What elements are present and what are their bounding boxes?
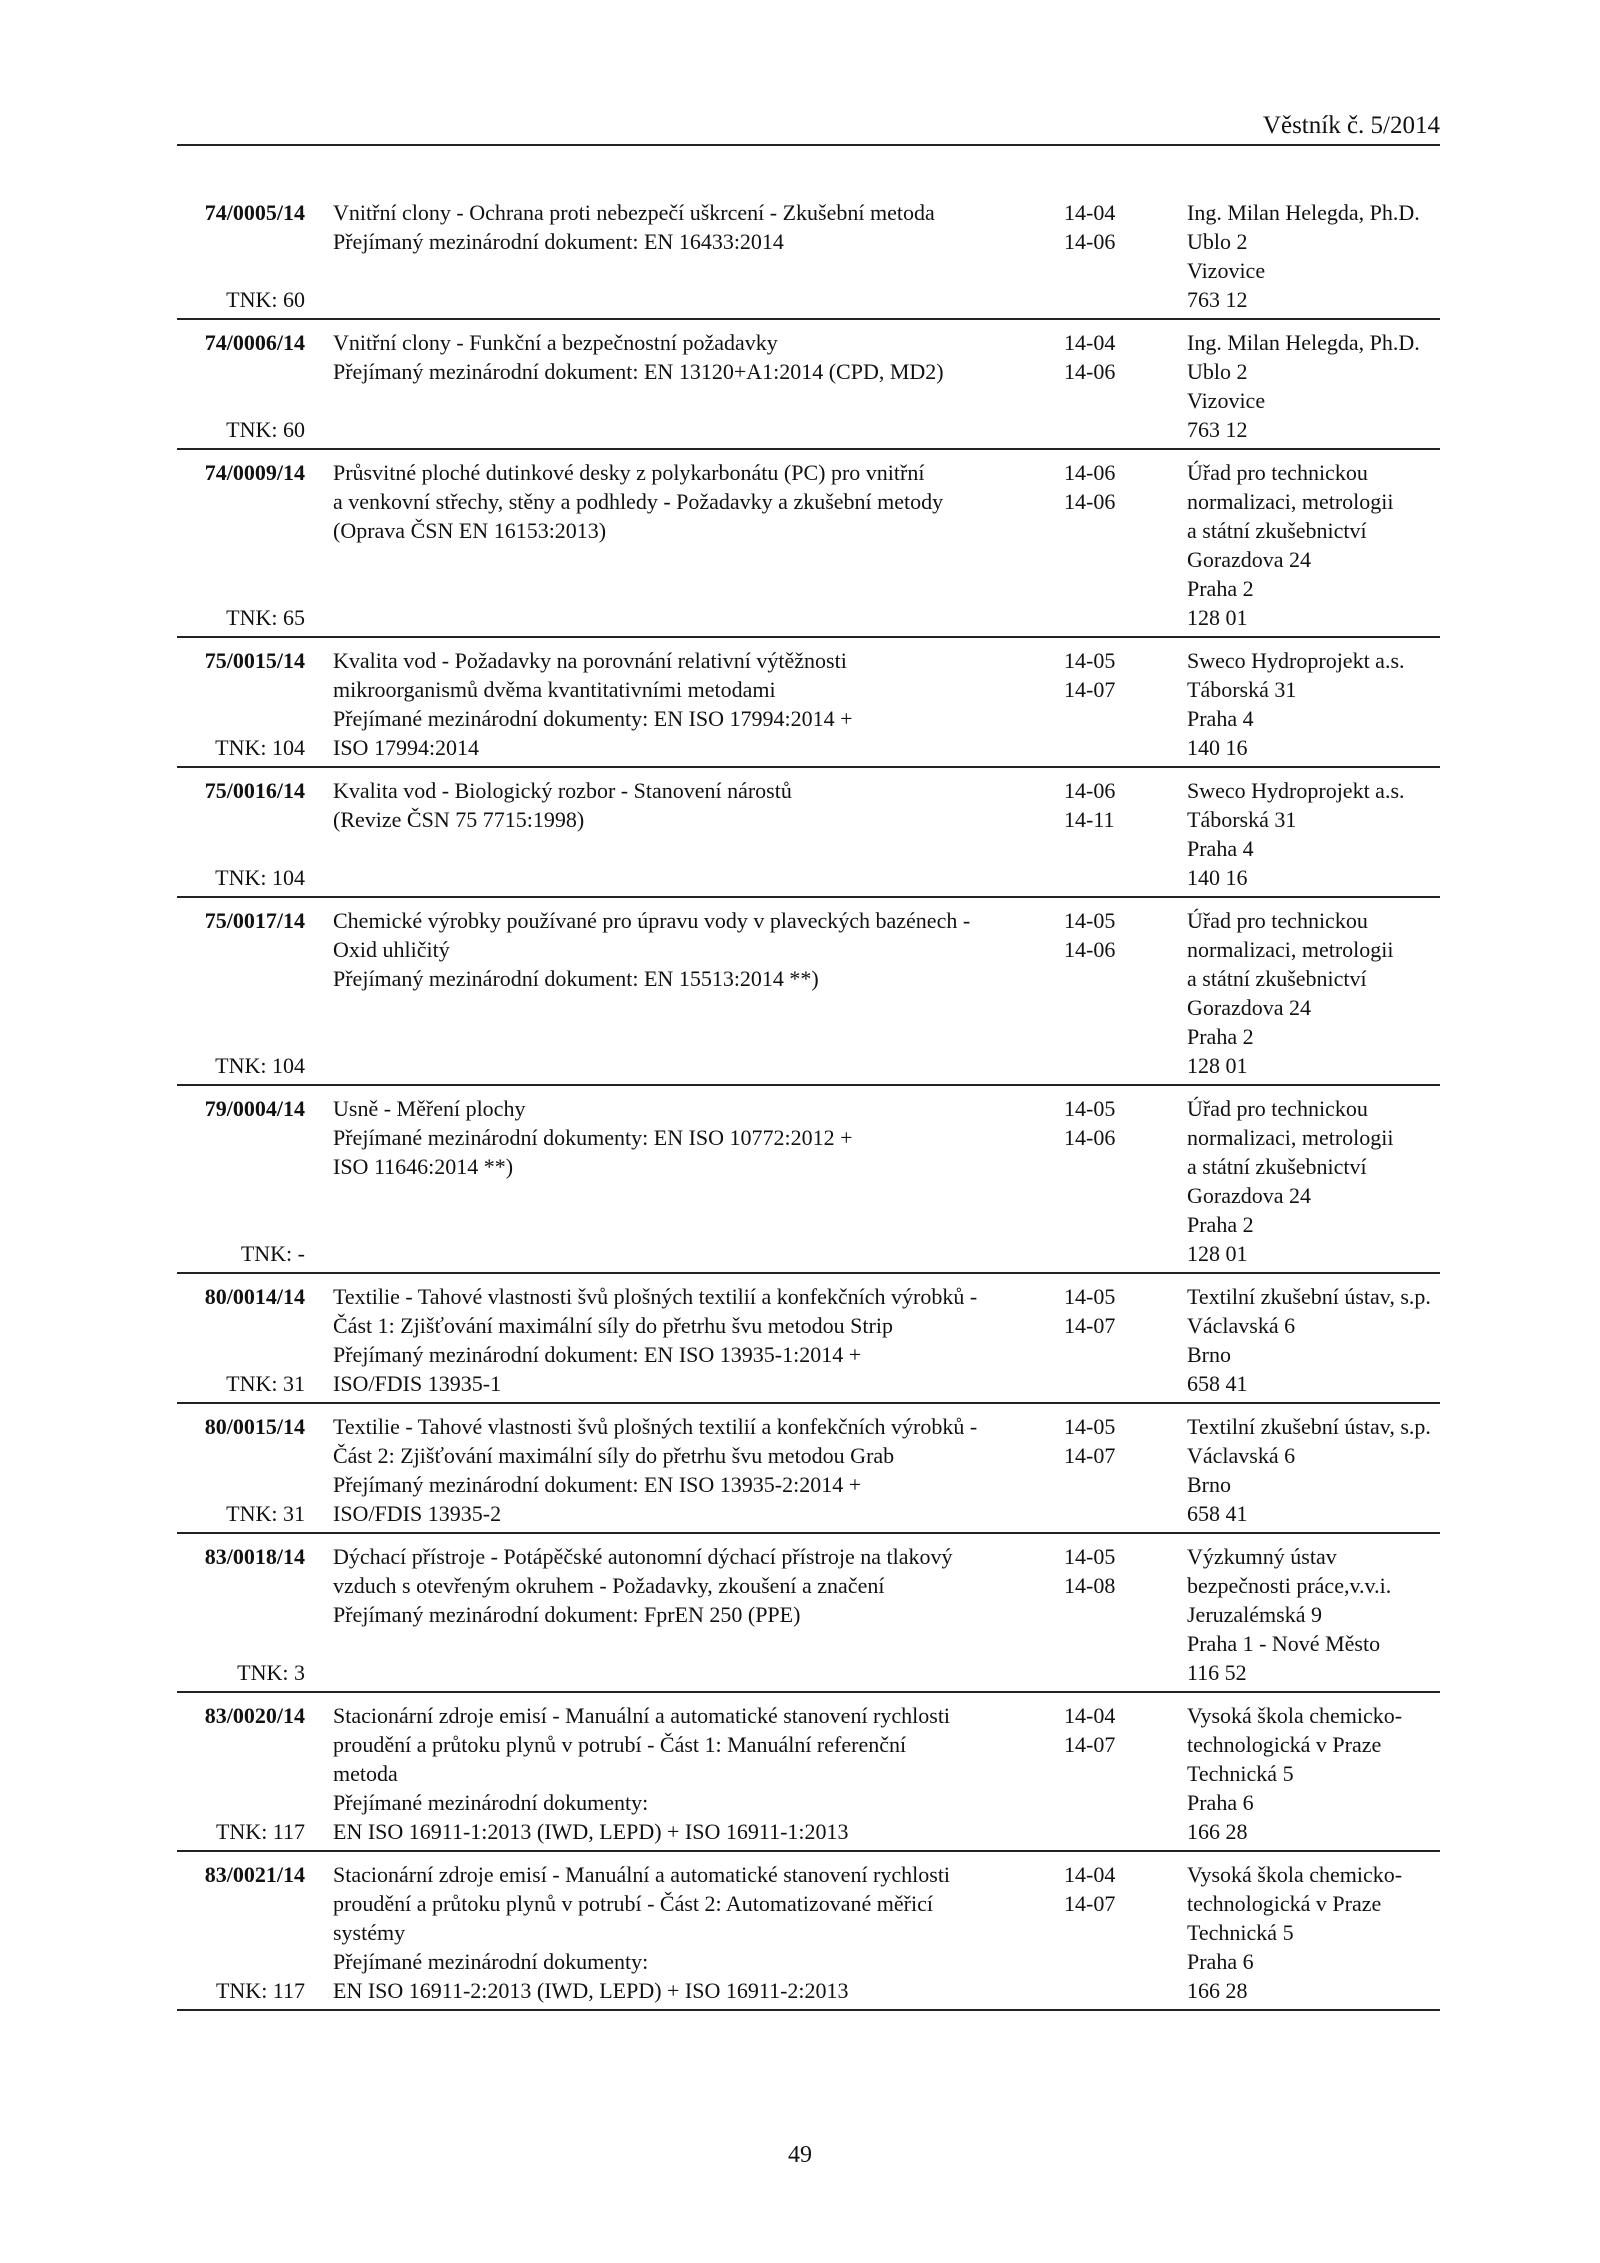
record-address-line: Ublo 2	[1187, 359, 1248, 384]
record-description-line: ISO 17994:2014	[333, 735, 480, 760]
record-address-line: Ing. Milan Helegda, Ph.D.	[1187, 200, 1420, 225]
record-description-line: Kvalita vod - Biologický rozbor - Stanovení nárostů	[333, 778, 792, 803]
record-address-line: Jeruzalémská 9	[1187, 1602, 1322, 1627]
record-tnk: TNK: 60	[226, 417, 305, 442]
record-id: 74/0005/14	[204, 200, 305, 225]
record-address-line: Technická 5	[1187, 1920, 1294, 1945]
record-address-line: 763 12	[1187, 417, 1248, 442]
record-date-line: 14-07	[1064, 677, 1116, 702]
record-dates-column	[1064, 198, 1154, 256]
record-address-line: Praha 6	[1187, 1949, 1254, 1974]
record-date-line: 14-06	[1064, 1125, 1116, 1150]
record-address-line: 763 12	[1187, 287, 1248, 312]
record-description-line: Přejímané mezinárodní dokumenty: EN ISO 10772:2012 +	[333, 1125, 853, 1150]
record-address-line: a státní zkušebnictví	[1187, 1154, 1367, 1179]
record-dates-column	[1064, 1282, 1154, 1340]
record-address-line: Ing. Milan Helegda, Ph.D.	[1187, 330, 1420, 355]
record-date-line: 14-07	[1064, 1732, 1116, 1757]
record-date-line: 14-04	[1064, 330, 1116, 355]
record-id: 75/0016/14	[204, 778, 305, 803]
record-date-line: 14-05	[1064, 1544, 1116, 1569]
record-address-line: Táborská 31	[1187, 807, 1297, 832]
record-address-line: Úřad pro technickou	[1187, 908, 1368, 933]
record-description-line: Část 2: Zjišťování maximální síly do přetrhu švu metodou Grab	[333, 1443, 895, 1468]
record-id: 75/0015/14	[204, 648, 305, 673]
record-description-line: Část 1: Zjišťování maximální síly do přetrhu švu metodou Strip	[333, 1313, 893, 1338]
record-date-line: 14-06	[1064, 489, 1116, 514]
record-row	[177, 1852, 1440, 2009]
record-description-line: ISO 11646:2014 **)	[333, 1154, 514, 1179]
record-description-line: a venkovní střechy, stěny a podhledy - Požadavky a zkušební metody	[333, 489, 944, 514]
record-description-line: Průsvitné ploché dutinkové desky z polykarbonátu (PC) pro vnitřní	[333, 460, 925, 485]
record-address-line: 128 01	[1187, 605, 1248, 630]
record-description-line: Stacionární zdroje emisí - Manuální a automatické stanovení rychlosti	[333, 1703, 951, 1728]
record-row	[177, 1693, 1440, 1852]
record-tnk: TNK: 104	[215, 865, 305, 890]
record-row	[177, 1534, 1440, 1693]
record-id: 83/0021/14	[204, 1862, 305, 1887]
record-row	[177, 190, 1440, 320]
record-address-line: 128 01	[1187, 1241, 1248, 1266]
page-header: Věstník č. 5/2014	[177, 112, 1440, 146]
record-address-line: Gorazdova 24	[1187, 547, 1312, 572]
record-dates-column	[1064, 776, 1154, 834]
record-address-line: Úřad pro technickou	[1187, 1096, 1368, 1121]
record-description-line: Přejímaný mezinárodní dokument: EN ISO 13935-2:2014 +	[333, 1472, 862, 1497]
page-number: 49	[788, 2142, 812, 2168]
record-address-line: normalizaci, metrologii	[1187, 489, 1394, 514]
record-description-line: Kvalita vod - Požadavky na porovnání relativní výtěžnosti	[333, 648, 847, 673]
record-date-line: 14-07	[1064, 1891, 1116, 1916]
records-table	[177, 190, 1440, 2011]
record-row	[177, 1404, 1440, 1534]
record-description-line: vzduch s otevřeným okruhem - Požadavky, zkoušení a značení	[333, 1573, 885, 1598]
record-tnk: TNK: 104	[215, 735, 305, 760]
record-description-line: Textilie - Tahové vlastnosti švů plošných textilií a konfekčních výrobků -	[333, 1414, 978, 1439]
record-description-line: Přejímaný mezinárodní dokument: FprEN 250 (PPE)	[333, 1602, 801, 1627]
record-address-line: Textilní zkušební ústav, s.p.	[1187, 1414, 1431, 1439]
record-address-line: bezpečnosti práce,v.v.i.	[1187, 1573, 1392, 1598]
record-date-line: 14-04	[1064, 1703, 1116, 1728]
record-address-line: Václavská 6	[1187, 1443, 1296, 1468]
record-addr-column	[1187, 458, 1457, 632]
record-date-line: 14-05	[1064, 1096, 1116, 1121]
record-address-line: Sweco Hydroprojekt a.s.	[1187, 778, 1405, 803]
record-address-line: Praha 1 - Nové Město	[1187, 1631, 1381, 1656]
record-description-line: Přejímaný mezinárodní dokument: EN 13120+A1:2014 (CPD, MD2)	[333, 359, 944, 384]
record-address-line: Praha 2	[1187, 576, 1254, 601]
record-tnk: TNK: 104	[215, 1053, 305, 1078]
record-row	[177, 450, 1440, 638]
record-address-line: Václavská 6	[1187, 1313, 1296, 1338]
record-date-line: 14-05	[1064, 648, 1116, 673]
record-id: 79/0004/14	[204, 1096, 305, 1121]
record-description-line: Stacionární zdroje emisí - Manuální a automatické stanovení rychlosti	[333, 1862, 951, 1887]
record-tnk: TNK: 117	[215, 1819, 305, 1844]
record-description-line: ISO/FDIS 13935-1	[333, 1371, 502, 1396]
record-address-line: a státní zkušebnictví	[1187, 518, 1367, 543]
record-description-line: (Oprava ČSN EN 16153:2013)	[333, 518, 607, 543]
record-address-line: Sweco Hydroprojekt a.s.	[1187, 648, 1405, 673]
record-address-line: Výzkumný ústav	[1187, 1544, 1337, 1569]
record-description-line: EN ISO 16911-2:2013 (IWD, LEPD) + ISO 16911-2:2013	[333, 1978, 849, 2003]
record-id: 83/0020/14	[204, 1703, 305, 1728]
record-address-line: 140 16	[1187, 735, 1248, 760]
record-address-line: Úřad pro technickou	[1187, 460, 1368, 485]
record-description-line: (Revize ČSN 75 7715:1998)	[333, 807, 585, 832]
record-address-line: Vizovice	[1187, 258, 1266, 283]
record-id: 74/0009/14	[204, 460, 305, 485]
record-addr-column	[1187, 646, 1457, 762]
record-date-line: 14-06	[1064, 778, 1116, 803]
record-description-line: Textilie - Tahové vlastnosti švů plošných textilií a konfekčních výrobků -	[333, 1284, 978, 1309]
record-id: 74/0006/14	[204, 330, 305, 355]
record-dates-column	[1064, 1860, 1154, 1918]
record-addr-column	[1187, 328, 1457, 444]
record-address-line: normalizaci, metrologii	[1187, 1125, 1394, 1150]
record-addr-column	[1187, 1094, 1457, 1268]
record-address-line: Táborská 31	[1187, 677, 1297, 702]
record-address-line: Vysoká škola chemicko-	[1187, 1703, 1403, 1728]
record-row	[177, 1086, 1440, 1274]
record-tnk: TNK: 65	[226, 605, 305, 630]
record-description-line: ISO/FDIS 13935-2	[333, 1501, 502, 1526]
record-description-line: Přejímané mezinárodní dokumenty:	[333, 1949, 649, 1974]
record-date-line: 14-05	[1064, 1414, 1116, 1439]
record-description-line: proudění a průtoku plynů v potrubí - Část 1: Manuální referenční	[333, 1732, 907, 1757]
record-address-line: 658 41	[1187, 1371, 1248, 1396]
record-addr-column	[1187, 1542, 1457, 1687]
record-addr-column	[1187, 1412, 1457, 1528]
record-description-line: Vnitřní clony - Ochrana proti nebezpečí uškrcení - Zkušební metoda	[333, 200, 935, 225]
record-addr-column	[1187, 198, 1457, 314]
record-date-line: 14-05	[1064, 908, 1116, 933]
record-address-line: technologická v Praze	[1187, 1732, 1382, 1757]
record-dates-column	[1064, 458, 1154, 516]
record-address-line: 116 52	[1187, 1660, 1247, 1685]
record-description-line: mikroorganismů dvěma kvantitativními metodami	[333, 677, 776, 702]
record-address-line: 658 41	[1187, 1501, 1248, 1526]
record-address-line: Brno	[1187, 1472, 1231, 1497]
record-description-line: Usně - Měření plochy	[333, 1096, 526, 1121]
record-address-line: Textilní zkušební ústav, s.p.	[1187, 1284, 1431, 1309]
record-row	[177, 320, 1440, 450]
record-address-line: Ublo 2	[1187, 229, 1248, 254]
record-address-line: technologická v Praze	[1187, 1891, 1382, 1916]
record-tnk: TNK: 31	[226, 1501, 305, 1526]
record-row	[177, 898, 1440, 1086]
record-row	[177, 768, 1440, 898]
record-address-line: Praha 2	[1187, 1024, 1254, 1049]
record-tnk: TNK: 117	[215, 1978, 305, 2003]
record-description-line: Přejímaný mezinárodní dokument: EN 16433:2014	[333, 229, 784, 254]
record-description-line: Vnitřní clony - Funkční a bezpečnostní požadavky	[333, 330, 778, 355]
record-dates-column	[1064, 906, 1154, 964]
record-address-line: Praha 4	[1187, 706, 1254, 731]
record-address-line: Brno	[1187, 1342, 1231, 1367]
record-address-line: Gorazdova 24	[1187, 995, 1312, 1020]
record-row	[177, 1274, 1440, 1404]
record-date-line: 14-04	[1064, 200, 1116, 225]
record-description-line: EN ISO 16911-1:2013 (IWD, LEPD) + ISO 16911-1:2013	[333, 1819, 849, 1844]
record-description-line: Chemické výrobky používané pro úpravu vody v plaveckých bazénech -	[333, 908, 971, 933]
record-description-line: Přejímaný mezinárodní dokument: EN ISO 13935-1:2014 +	[333, 1342, 862, 1367]
record-tnk: TNK: 31	[226, 1371, 305, 1396]
record-description-line: systémy	[333, 1920, 406, 1945]
record-address-line: 128 01	[1187, 1053, 1248, 1078]
record-description-line: Přejímaný mezinárodní dokument: EN 15513:2014 **)	[333, 966, 819, 991]
record-address-line: Gorazdova 24	[1187, 1183, 1312, 1208]
record-address-line: Praha 6	[1187, 1790, 1254, 1815]
record-dates-column	[1064, 1412, 1154, 1470]
record-date-line: 14-07	[1064, 1313, 1116, 1338]
record-date-line: 14-08	[1064, 1573, 1116, 1598]
record-date-line: 14-06	[1064, 359, 1116, 384]
record-dates-column	[1064, 328, 1154, 386]
record-date-line: 14-07	[1064, 1443, 1116, 1468]
record-date-line: 14-05	[1064, 1284, 1116, 1309]
record-description-line: Dýchací přístroje - Potápěčské autonomní dýchací přístroje na tlakový	[333, 1544, 953, 1569]
record-description-line: proudění a průtoku plynů v potrubí - Část 2: Automatizované měřicí	[333, 1891, 933, 1916]
record-address-line: 140 16	[1187, 865, 1248, 890]
record-addr-column	[1187, 1701, 1457, 1846]
record-tnk: TNK: -	[240, 1241, 305, 1266]
record-address-line: Praha 2	[1187, 1212, 1254, 1237]
record-dates-column	[1064, 1542, 1154, 1600]
record-row	[177, 638, 1440, 768]
record-date-line: 14-06	[1064, 460, 1116, 485]
record-id: 80/0015/14	[204, 1414, 305, 1439]
record-description-line: Přejímané mezinárodní dokumenty: EN ISO 17994:2014 +	[333, 706, 853, 731]
record-addr-column	[1187, 906, 1457, 1080]
record-id: 75/0017/14	[204, 908, 305, 933]
record-tnk: TNK: 60	[226, 287, 305, 312]
record-date-line: 14-11	[1064, 807, 1115, 832]
record-address-line: 166 28	[1187, 1978, 1248, 2003]
record-addr-column	[1187, 1860, 1457, 2005]
record-date-line: 14-06	[1064, 229, 1116, 254]
record-address-line: a státní zkušebnictví	[1187, 966, 1367, 991]
record-address-line: Technická 5	[1187, 1761, 1294, 1786]
record-address-line: Vizovice	[1187, 388, 1266, 413]
record-address-line: Vysoká škola chemicko-	[1187, 1862, 1403, 1887]
record-address-line: 166 28	[1187, 1819, 1248, 1844]
record-address-line: Praha 4	[1187, 836, 1254, 861]
record-description-line: Oxid uhličitý	[333, 937, 450, 962]
record-date-line: 14-04	[1064, 1862, 1116, 1887]
record-address-line: normalizaci, metrologii	[1187, 937, 1394, 962]
record-id: 83/0018/14	[204, 1544, 305, 1569]
record-date-line: 14-06	[1064, 937, 1116, 962]
record-dates-column	[1064, 1701, 1154, 1759]
record-addr-column	[1187, 1282, 1457, 1398]
record-description-line: Přejímané mezinárodní dokumenty:	[333, 1790, 649, 1815]
record-dates-column	[1064, 646, 1154, 704]
record-addr-column	[1187, 776, 1457, 892]
record-tnk: TNK: 3	[237, 1660, 305, 1685]
record-id: 80/0014/14	[204, 1284, 305, 1309]
record-dates-column	[1064, 1094, 1154, 1152]
record-description-line: metoda	[333, 1761, 398, 1786]
